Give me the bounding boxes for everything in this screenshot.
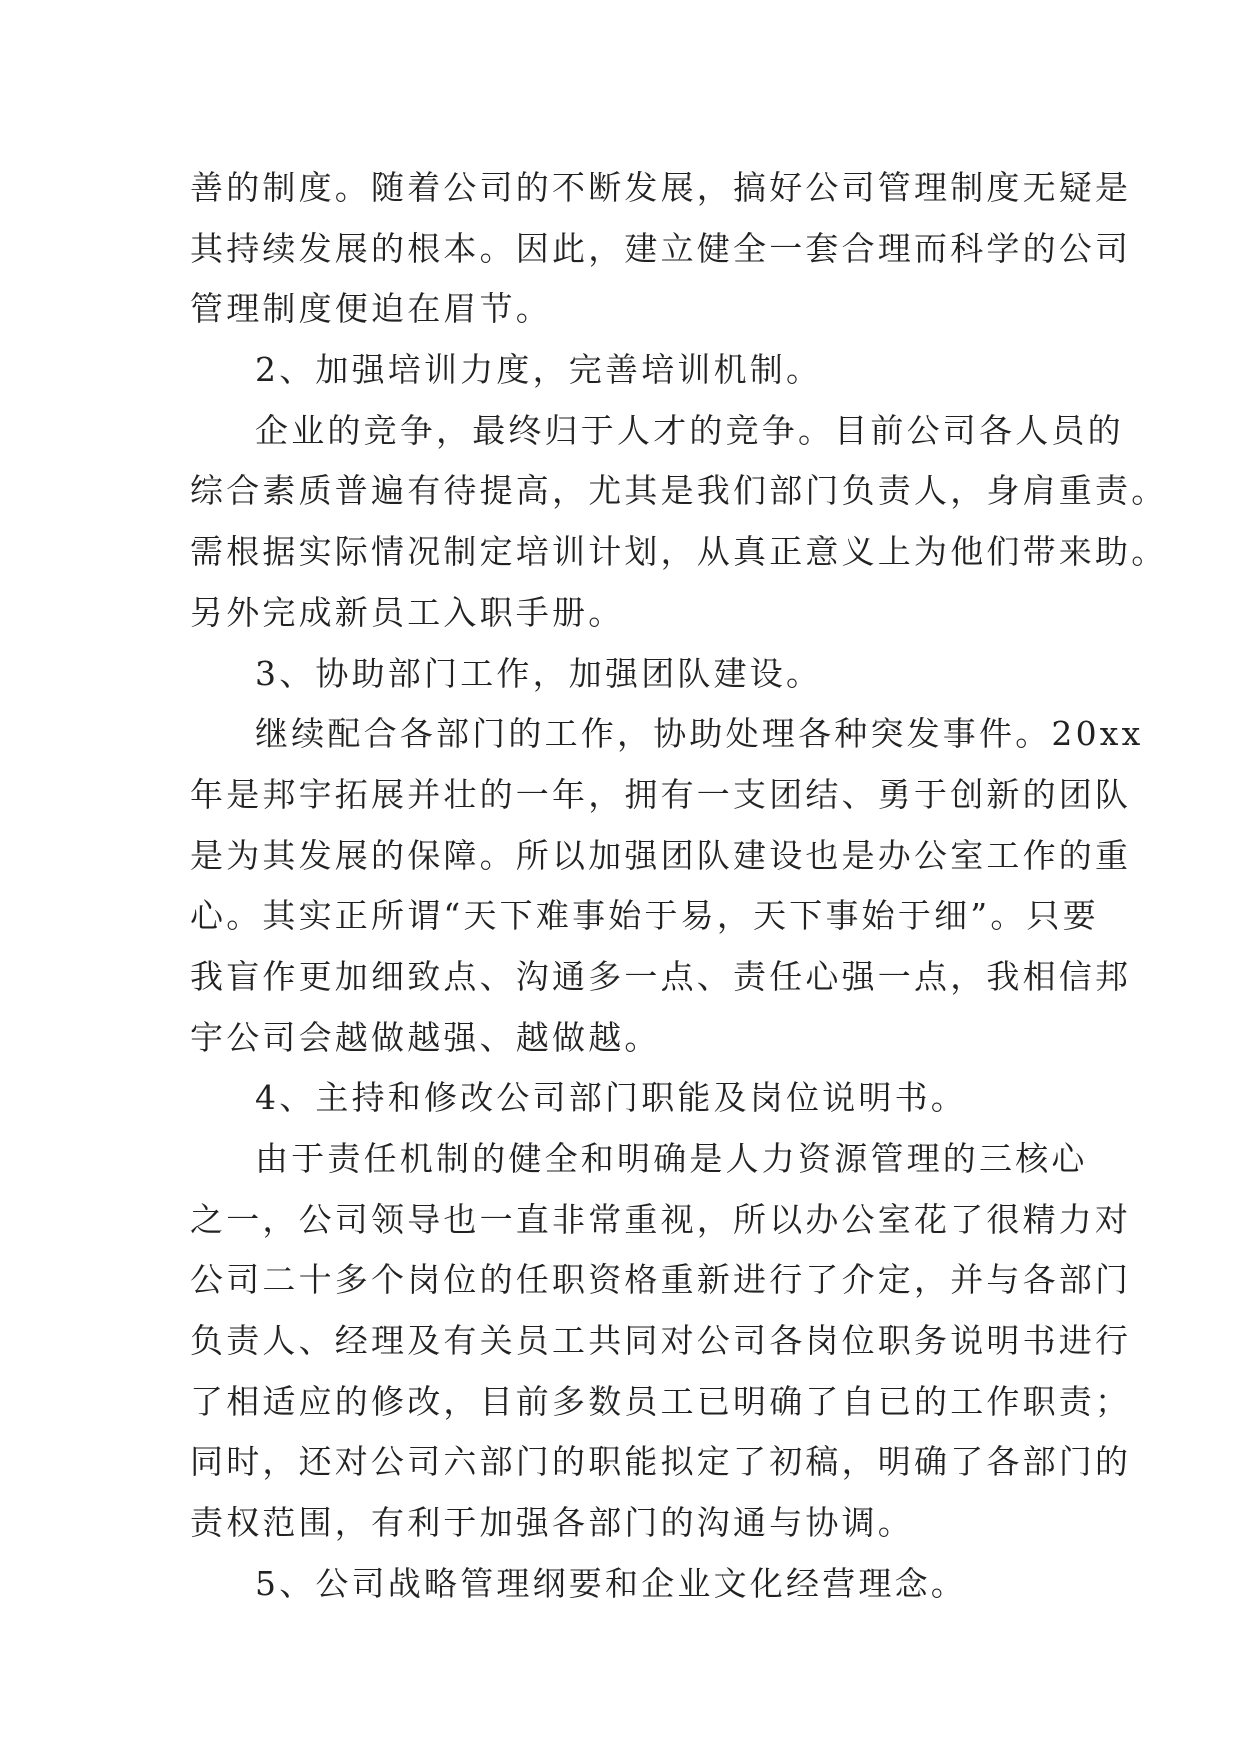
text-line: 年是邦宇拓展并壮的一年，拥有一支团结、勇于创新的团队 xyxy=(190,774,1132,814)
text-line: 责权范围，有利于加强各部门的沟通与协调。 xyxy=(190,1503,914,1543)
text-line: 宇公司会越做越强、越做越。 xyxy=(190,1017,661,1057)
section-heading: 2、加强培训力度，完善培训机制。 xyxy=(255,350,823,390)
text-line: 是为其发展的保障。所以加强团队建设也是办公室工作的重 xyxy=(190,835,1132,875)
section-heading: 3、协助部门工作，加强团队建设。 xyxy=(255,653,823,693)
text-line: 心。其实正所谓“天下难事始于易，天下事始于细”。只要 xyxy=(190,896,1099,936)
text-line: 善的制度。随着公司的不断发展，搞好公司管理制度无疑是 xyxy=(190,168,1132,207)
text-line: 我盲作更加细致点、沟通多一点、责任心强一点，我相信邦 xyxy=(190,956,1132,996)
text-line: 需根据实际情况制定培训计划，从真正意义上为他们带来助。 xyxy=(190,532,1168,572)
section-heading: 4、主持和修改公司部门职能及岗位说明书。 xyxy=(255,1078,967,1118)
text-line: 管理制度便迫在眉节。 xyxy=(190,289,552,329)
text-line: 公司二十多个岗位的任职资格重新进行了介定，并与各部门 xyxy=(190,1260,1132,1300)
text-line: 其持续发展的根本。因此，建立健全一套合理而科学的公司 xyxy=(190,228,1132,268)
text-line: 由于责任机制的健全和明确是人力资源管理的三核心 xyxy=(255,1139,1088,1178)
text-line: 企业的竞争，最终归于人才的竞争。目前公司各人员的 xyxy=(255,410,1124,450)
text-line: 同时，还对公司六部门的职能拟定了初稿，明确了各部门的 xyxy=(190,1442,1132,1482)
text-line: 继续配合各部门的工作，协助处理各种突发事件。20xx xyxy=(255,714,1144,754)
text-line: 了相适应的修改，目前多数员工已明确了自已的工作职责； xyxy=(190,1381,1132,1421)
section-heading: 5、公司战略管理纲要和企业文化经营理念。 xyxy=(255,1563,967,1603)
text-line: 综合素质普遍有待提高，尤其是我们部门负责人，身肩重责。 xyxy=(190,471,1168,511)
text-line: 负责人、经理及有关员工共同对公司各岗位职务说明书进行 xyxy=(190,1321,1132,1361)
document-body xyxy=(190,158,1168,1615)
text-line: 之一，公司领导也一直非常重视，所以办公室花了很精力对 xyxy=(190,1199,1132,1239)
text-line: 另外完成新员工入职手册。 xyxy=(190,592,625,632)
